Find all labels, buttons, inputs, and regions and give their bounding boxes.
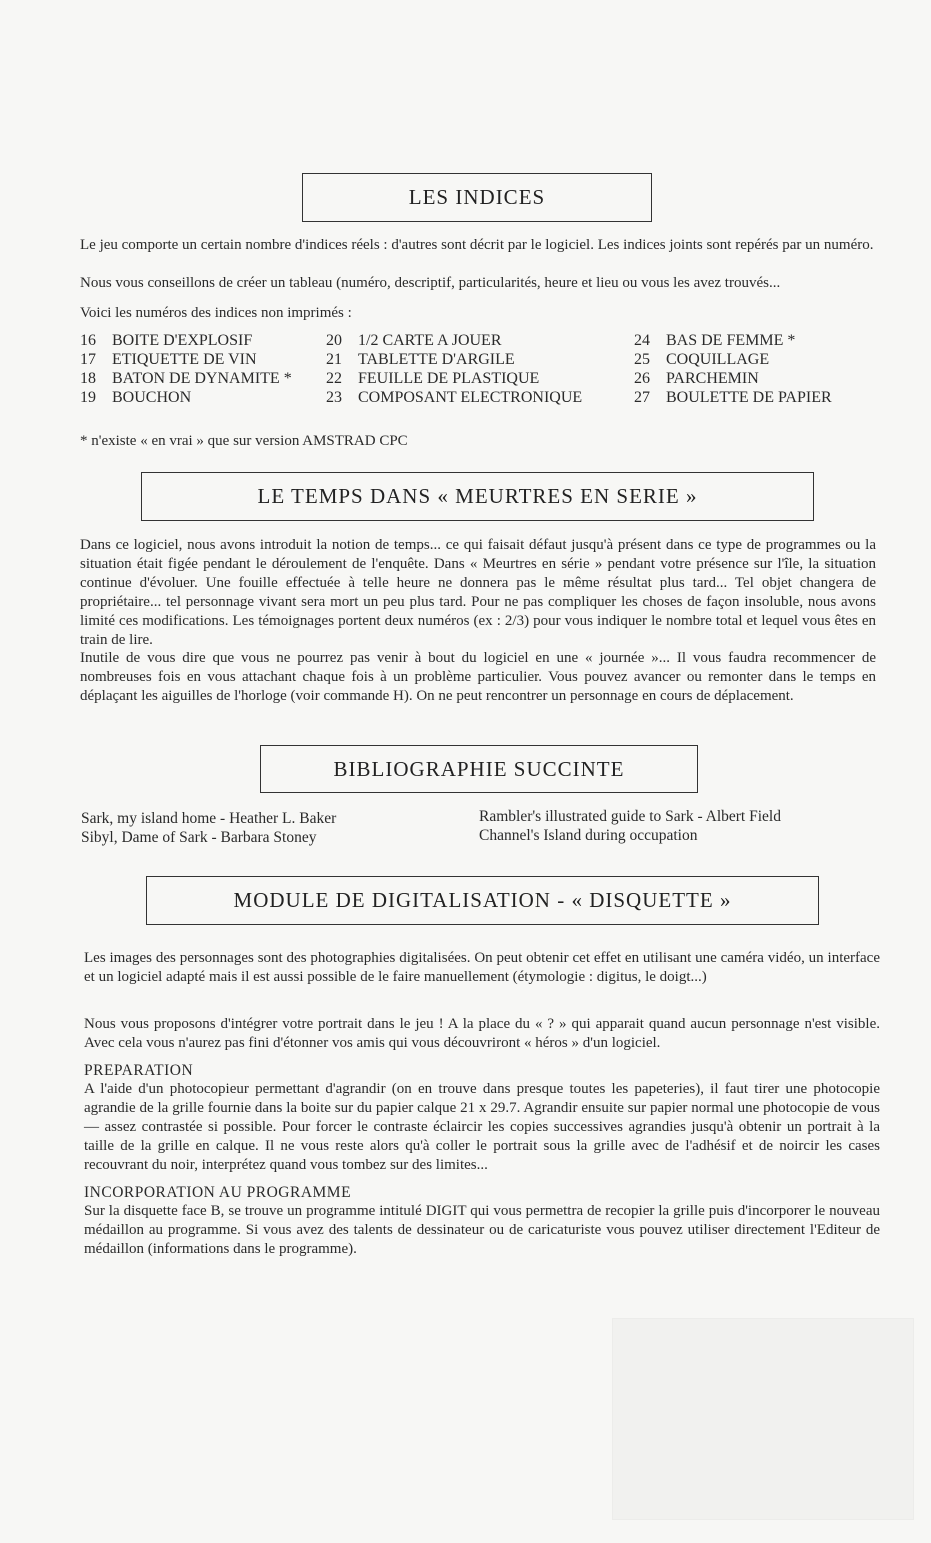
biblio-title-text: BIBLIOGRAPHIE SUCCINTE xyxy=(333,756,625,781)
list-item: 19 BOUCHON xyxy=(80,389,192,406)
list-item: 17 ETIQUETTE DE VIN xyxy=(80,351,257,368)
indices-intro-1: Le jeu comporte un certain nombre d'indices réels : d'autres sont décrit par le logiciel. Les indices joints sont repérés par un numéro. xyxy=(80,237,874,253)
temps-paragraph-1: Dans ce logiciel, nous avons introduit la notion de temps... ce qui faisait défaut jusqu'à présent dans ce type de programmes ou la situation était figée pendant le déroulement de l'enquête. Dans « Meurtres en série » pendant votre présence sur l'île, la situation continue d'évoluer. Une fouille effectuée à telle heure ne donnera pas le même résultat plus tard... Tel objet changera de propriétaire... tel personnage vivant sera mort un peu plus tard. Pour ne pas compliquer les choses de façon insoluble, nous avons limité ces modifications. Les témoignages portent deux numéros (ex : 2/3) pour vous indiquer le nombre total et lequel vous êtes en train de lire. xyxy=(80,537,876,648)
list-item: 23 COMPOSANT ELECTRONIQUE xyxy=(326,389,583,406)
list-item: 26 PARCHEMIN xyxy=(634,370,759,387)
list-item: 21 TABLETTE D'ARGILE xyxy=(326,351,515,368)
preparation-text: A l'aide d'un photocopieur permettant d'agrandir (on en trouve dans presque toutes les papeteries), il faut tirer une photocopie agrandie de la grille fournie dans la boite sur du papier calque 21 x 29.7. Agrandir ensuite sur papier normal une photocopie de vous — assez contrastée si possible. Pour forcer le contraste éclaircir les copies successives agrandies jusqu'à obtenir un portrait à la taille de la grille en calque. Il ne vous reste alors qu'à coller le portrait sous la grille avec de l'adhésif et de noircir les cases recouvrant du noir, interprétez quand vous tombez sur des limites... xyxy=(84,1081,880,1173)
preparation-heading: PREPARATION xyxy=(84,1062,194,1079)
list-item: Sark, my island home - Heather L. Baker xyxy=(81,810,337,827)
list-item: 27 BOULETTE DE PAPIER xyxy=(634,389,832,406)
reverse-side-bleed xyxy=(612,1318,914,1520)
temps-title-text: LE TEMPS DANS « MEURTRES EN SERIE » xyxy=(257,484,698,508)
module-title-text: MODULE DE DIGITALISATION - « DISQUETTE » xyxy=(233,888,732,912)
indices-intro-2: Nous vous conseillons de créer un tableau (numéro, descriptif, particularités, heure et lieu ou vous les avez trouvés... xyxy=(80,275,781,291)
list-item: 18 BATON DE DYNAMITE * xyxy=(80,370,292,387)
list-item: 25 COQUILLAGE xyxy=(634,351,770,368)
section-title-module xyxy=(146,876,819,925)
list-item: Sibyl, Dame of Sark - Barbara Stoney xyxy=(81,829,317,846)
list-item: Rambler's illustrated guide to Sark - Albert Field xyxy=(479,808,781,825)
indices-title-text: LES INDICES xyxy=(408,185,546,209)
incorporation-heading: INCORPORATION AU PROGRAMME xyxy=(84,1184,352,1201)
indices-column-3 xyxy=(634,331,832,407)
list-item: 24 BAS DE FEMME * xyxy=(634,332,796,349)
section-title-indices xyxy=(302,173,652,222)
temps-paragraph-2: Inutile de vous dire que vous ne pourrez pas venir à bout du logiciel en une « journée »... Il vous faudra recommencer de nombreuses fois en vous attachant chaque fois à un problème particulier. Vous pouvez avancer ou remonter dans le temps en déplaçant les aiguilles de l'horloge (voir commande H). On ne peut rencontrer un personnage en cours de déplacement. xyxy=(80,650,876,704)
biblio-right-column xyxy=(479,807,781,845)
section-title-temps xyxy=(141,472,814,521)
biblio-left-column xyxy=(81,809,336,847)
module-paragraph-1: Les images des personnages sont des photographies digitalisées. On peut obtenir cet effet en utilisant une caméra vidéo, un interface et un logiciel adapté mais il est aussi possible de le faire manuellement (étymologie : digitus, le doigt...) xyxy=(84,950,880,985)
indices-column-2 xyxy=(326,331,582,407)
indices-footnote: * n'existe « en vrai » que sur version AMSTRAD CPC xyxy=(80,433,408,449)
list-item: 22 FEUILLE DE PLASTIQUE xyxy=(326,370,540,387)
module-paragraph-2: Nous vous proposons d'intégrer votre portrait dans le jeu ! A la place du « ? » qui apparait quand aucun personnage n'est visible. Avec cela vous n'aurez pas fini d'étonner vos amis qui vous découvriront « héros » d'un logiciel. xyxy=(84,1016,880,1051)
indices-column-1 xyxy=(80,331,292,407)
list-item: Channel's Island during occupation xyxy=(479,827,698,844)
incorporation-text: Sur la disquette face B, se trouve un programme intitulé DIGIT qui vous permettra de recopier la grille puis d'incorporer le nouveau médaillon au programme. Si vous avez des talents de dessinateur ou de caricaturiste vous pouvez utiliser directement l'Editeur de médaillon (informations dans le programme). xyxy=(84,1203,880,1257)
indices-intro-3: Voici les numéros des indices non imprimés : xyxy=(80,305,352,321)
list-item: 16 BOITE D'EXPLOSIF xyxy=(80,332,253,349)
list-item: 20 1/2 CARTE A JOUER xyxy=(326,332,502,349)
section-title-biblio xyxy=(260,745,698,793)
